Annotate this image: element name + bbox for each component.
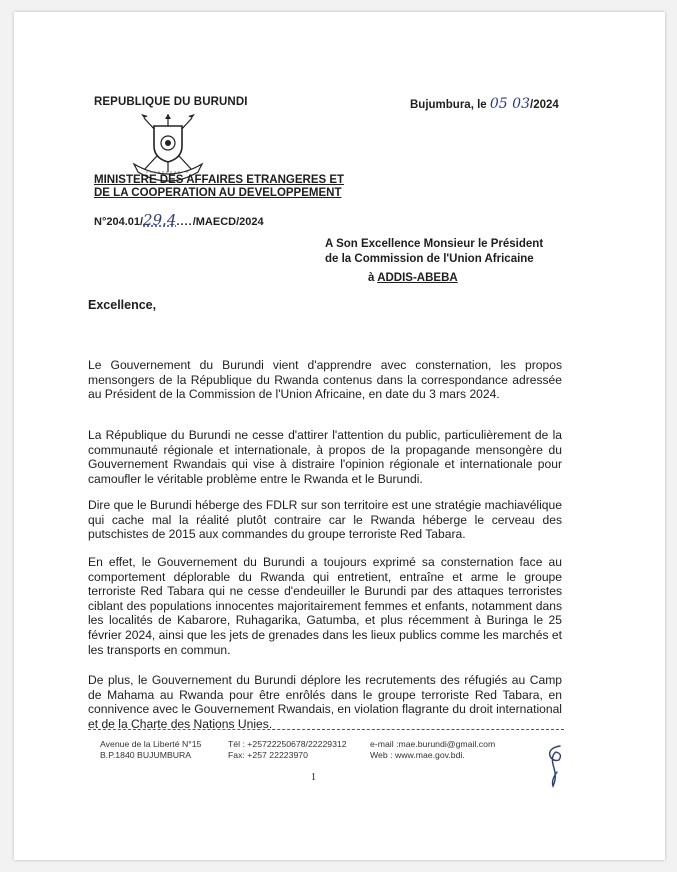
ref-prefix: N°204.01/ (94, 216, 144, 228)
ministry-line-1: MINISTERE DES AFFAIRES ETRANGERES ET (94, 174, 345, 186)
footer-phone (228, 739, 347, 761)
date-prefix: Bujumbura, le (410, 99, 487, 111)
footer-contact (370, 739, 495, 761)
date-handwritten: 05 03 (489, 96, 530, 112)
country-name: REPUBLIQUE DU BURUNDI (94, 96, 248, 108)
phone-line: Tél : +25722250678/22229312 (228, 739, 347, 749)
recipient-city (368, 272, 458, 284)
body-paragraph: De plus, le Gouvernement du Burundi déplore les recrutements des réfugiés au Camp de Mahama au Rwanda pour être enrôlés dans le groupe terroriste Red Tabara, en connivence avec le Gouvernement Rwandais, en violation flagrante du droit international et de la Charte des Nations Unies. (88, 673, 562, 731)
ref-handwritten: 29.4 (143, 211, 177, 229)
ref-suffix: /MAECD/2024 (192, 216, 264, 228)
body-paragraph: La République du Burundi ne cesse d'attirer l'attention du public, particulièrement de la communauté régionale et internationale, à propos de la propagande mensongère du Gouvernement Rwandais qui vise à distraire l'opinion régionale et internationale pour camoufler le véritable problème entre le Rwanda et le Burundi. (88, 428, 562, 486)
handwritten-initial-icon (544, 742, 566, 790)
body-paragraph: Dire que le Burundi héberge des FDLR sur son territoire est une stratégie machiavélique qui cache mal la réalité plutôt contraire car le Rwanda héberge le cerveau des putschistes de 2015 aux commandes du groupe terroriste Red Tabara. (88, 498, 562, 542)
web-line: Web : www.mae.gov.bdi. (370, 750, 465, 760)
recipient-line-2: de la Commission de l'Union Africaine (325, 253, 534, 265)
date-separator: / (529, 99, 534, 111)
salutation: Excellence, (88, 298, 157, 312)
recipient-block (325, 237, 543, 267)
fax-line: Fax: +257 22223970 (228, 750, 308, 760)
city-name: ADDIS-ABEBA (377, 272, 458, 284)
burundi-coat-of-arms-icon (126, 112, 210, 182)
recipient-line-1: A Son Excellence Monsieur le Président (325, 238, 544, 250)
email-line: e-mail :mae.burundi@gmail.com (370, 739, 496, 749)
page-number: 1 (311, 772, 316, 783)
footer-divider (88, 729, 564, 730)
reference-number: N°204.01/29.4..../MAECD/2024 (94, 211, 264, 229)
footer-address (100, 739, 201, 761)
address-line-1: Avenue de la Liberté N°15 (100, 739, 202, 749)
letter-page (14, 12, 665, 860)
letter-date (410, 96, 559, 112)
city-prefix: à (368, 272, 375, 284)
ministry-line-2: DE LA COOPERATION AU DEVELOPPEMENT (94, 187, 342, 199)
ministry-name (94, 174, 344, 200)
date-year: 2024 (533, 99, 559, 111)
address-line-2: B.P.1840 BUJUMBURA (100, 750, 192, 760)
body-paragraph: En effet, le Gouvernement du Burundi a toujours exprimé sa consternation face au comportement déplorable du Rwanda qui entretient, entraîne et arme le groupe terroriste Red Tabara qui ne cesse d'endeuiller le Burundi par des attaques terroristes ciblant des populations innocentes majoritairement femmes et enfants, notamment dans les localités de Kabarore, Ruhagarika, Gatumba, et plus récemment à Buringa le 25 février 2024, ainsi que les jets de grenades dans les lieux publics comme les marchés et les transports en commun. (88, 555, 562, 657)
body-paragraph: Le Gouvernement du Burundi vient d'apprendre avec consternation, les propos mensongers de la République du Rwanda contenus dans la correspondance adressée au Président de la Commission de l'Union Africaine, en date du 3 mars 2024. (88, 358, 562, 402)
